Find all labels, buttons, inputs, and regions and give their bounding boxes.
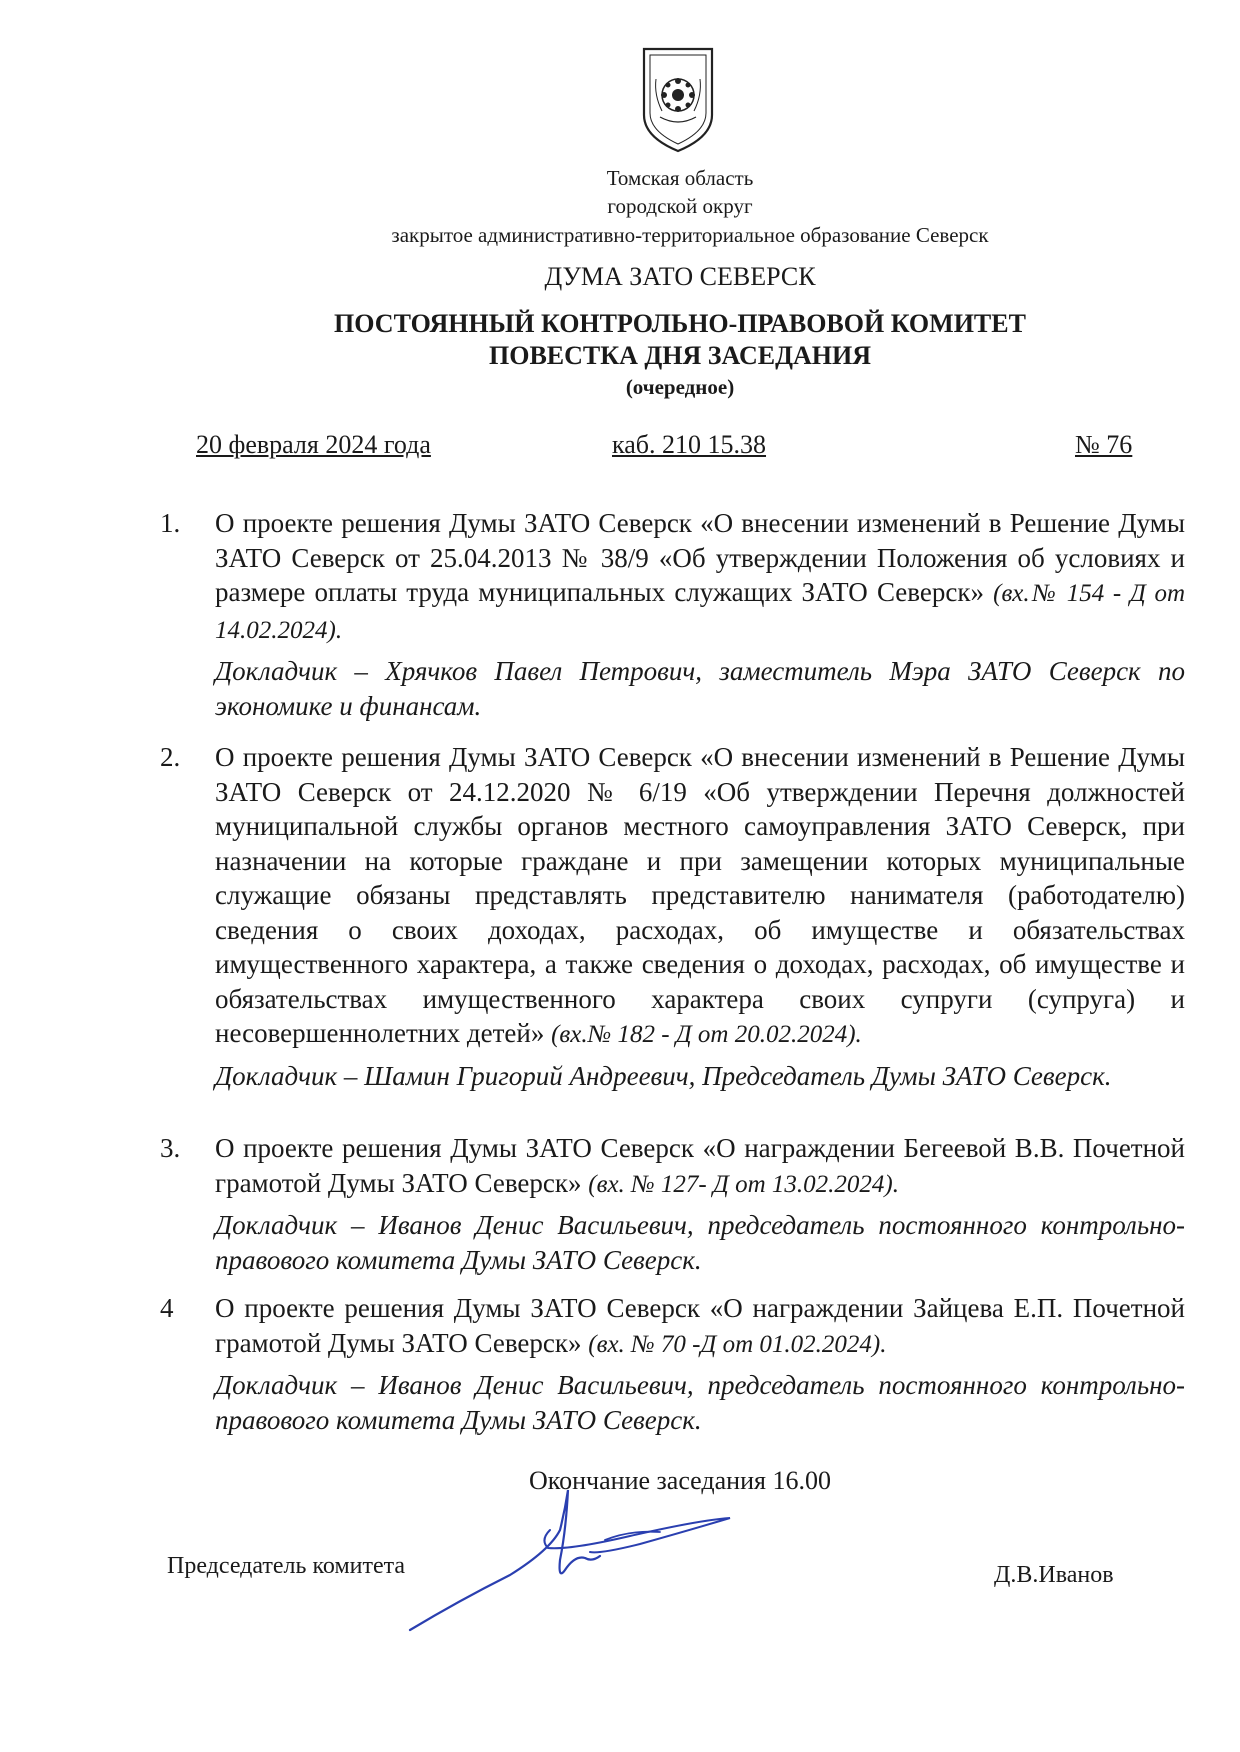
item-reference: (вх.№ 182 - Д от 20.02.2024). (551, 1021, 862, 1048)
item-number: 1. (160, 508, 181, 538)
zato-line: закрытое административно-территориальное образование Северск (391, 223, 989, 247)
item-text: О проекте решения Думы ЗАТО Северск «О внесении изменений в Решение Думы ЗАТО Северск от 25.04.2013 № 38/9 «Об утверждении Положения об условиях и размере оплаты труда муниципальных служащих ЗАТО Северск» (вх.№ 154 - Д от 14.02.2024). (215, 508, 1185, 644)
item-speaker: Докладчик – Иванов Денис Васильевич, председатель постоянного контрольно-правового комитета Думы ЗАТО Северск. (215, 1370, 1185, 1435)
meeting-end: Окончание заседания 16.00 (529, 1466, 831, 1495)
agenda-number: № 76 (1075, 430, 1133, 459)
okrug-line: городской округ (607, 194, 753, 218)
agenda-item (160, 740, 1185, 1093)
item-reference: (вх.№ 154 - Д от 14.02.2024). (215, 580, 1185, 644)
item-speaker: Докладчик – Шамин Григорий Андреевич, Председатель Думы ЗАТО Северск. (215, 1060, 1112, 1091)
committee-title: ПОСТОЯННЫЙ КОНТРОЛЬНО-ПРАВОВОЙ КОМИТЕТ (334, 309, 1026, 338)
item-number: 2. (160, 742, 181, 772)
agenda-item (160, 1131, 1185, 1277)
item-reference: (вх. № 70 -Д от 01.02.2024). (588, 1330, 887, 1358)
chair-label: Председатель комитета (167, 1553, 406, 1579)
agenda-item (160, 1291, 1185, 1437)
agenda-title: ПОВЕСТКА ДНЯ ЗАСЕДАНИЯ (489, 341, 871, 370)
duma-title: ДУМА ЗАТО СЕВЕРСК (544, 262, 816, 291)
agenda-item (160, 506, 1185, 723)
item-text: О проекте решения Думы ЗАТО Северск «О награждении Зайцева Е.П. Почетной грамотой Думы ЗАТО Северск» (вх. № 70 -Д от 01.02.2024). (215, 1293, 1185, 1358)
meeting-date: 20 февраля 2024 года (196, 430, 431, 459)
item-speaker: Докладчик – Хрячков Павел Петрович, заместитель Мэра ЗАТО Северск по экономике и финансам. (215, 656, 1185, 721)
item-reference: (вх. № 127- Д от 13.02.2024). (588, 1170, 899, 1198)
item-text: О проекте решения Думы ЗАТО Северск «О награждении Бегеевой В.В. Почетной грамотой Думы ЗАТО Северск» (вх. № 127- Д от 13.02.2024). (215, 1133, 1185, 1198)
item-speaker: Докладчик – Иванов Денис Васильевич, председатель постоянного контрольно-правового комитета Думы ЗАТО Северск. (215, 1210, 1185, 1275)
coat-of-arms-icon (636, 45, 720, 155)
item-number: 4 (160, 1293, 174, 1323)
signature-icon (400, 1470, 780, 1640)
item-number: 3. (160, 1133, 181, 1163)
region-line: Томская область (606, 166, 754, 190)
meeting-room-time: каб. 210 15.38 (612, 430, 767, 459)
item-text: О проекте решения Думы ЗАТО Северск «О внесении изменений в Решение Думы ЗАТО Северск от 24.12.2020 № 6/19 «Об утверждении Перечня должностей муниципальной службы органов местного самоуправления ЗАТО Северск, при назначении на которые граждане и при замещении которых муниципальные служащие обязаны представлять представителю нанимателя (работодателю) сведения о своих доходах, расходах, об имуществе и обязательствах имущественного характера, а также сведения о доходах, расходах, об имуществе и обязательствах имущественного характера своих супруги (супруга) и несовершеннолетних детей» (вх.№ 182 - Д от 20.02.2024). (215, 742, 1185, 1048)
meeting-type: (очередное) (625, 375, 735, 399)
chair-name: Д.В.Иванов (994, 1562, 1114, 1588)
